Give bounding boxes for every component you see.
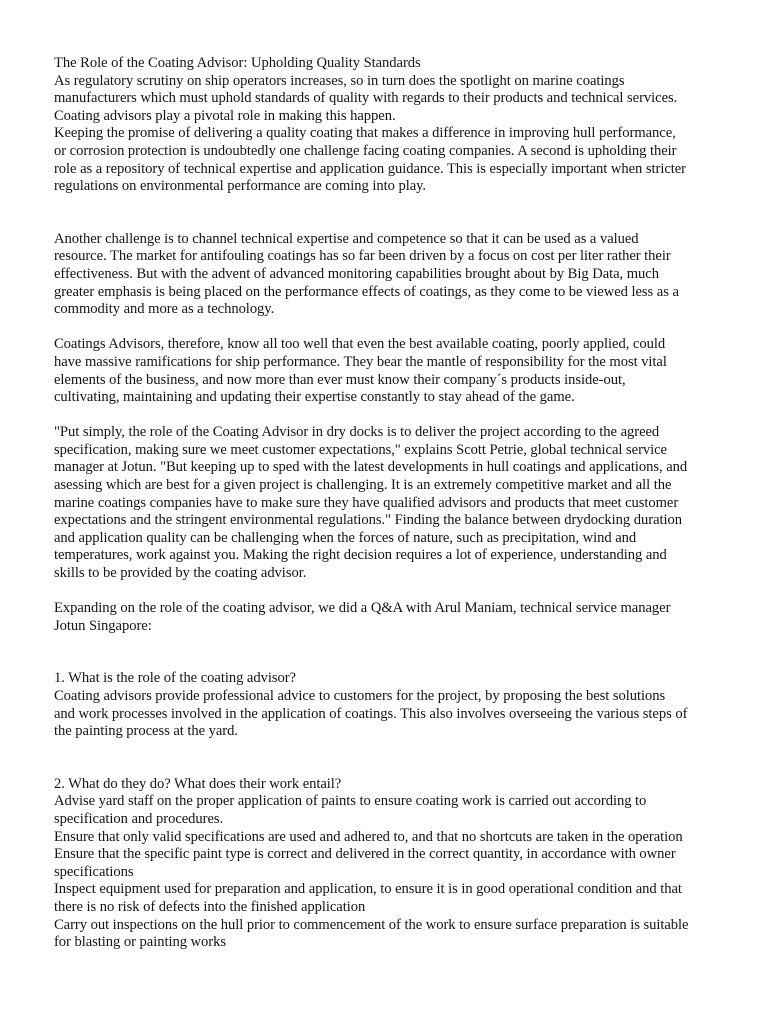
paragraph-line: greater emphasis is being placed on the performance effects of coatings, as they come to be viewed less as a xyxy=(54,283,679,300)
document-page xyxy=(54,55,744,952)
question-heading: 2. What do they do? What does their work entail? xyxy=(54,775,342,792)
paragraph-line: marine coatings companies have to make sure they have qualified advisors and products that meet customer xyxy=(54,494,679,511)
paragraph-line: "Put simply, the role of the Coating Advisor in dry docks is to deliver the project according to the agreed xyxy=(54,424,660,441)
answer-line: Carry out inspections on the hull prior to commencement of the work to ensure surface preparation is suitable xyxy=(54,916,689,933)
paragraph-line: temperatures, work against you. Making the right decision requires a lot of experience, understanding and xyxy=(54,547,667,564)
paragraph-line: commodity and more as a technology. xyxy=(54,301,275,318)
paragraph-line: have massive ramifications for ship performance. They bear the mantle of responsibility for the most vital xyxy=(54,353,667,370)
intro-line: or corrosion protection is undoubtedly one challenge facing coating companies. A second is upholding their xyxy=(54,142,677,159)
paragraph-qa-intro xyxy=(54,600,744,635)
paragraph-line: Coatings Advisors, therefore, know all too well that even the best available coating, poorly applied, could xyxy=(54,336,666,353)
spacer xyxy=(54,635,744,670)
answer-line: Ensure that only valid specifications are used and adhered to, and that no shortcuts are taken in the operation xyxy=(54,828,683,845)
intro-line: Coating advisors play a pivotal role in making this happen. xyxy=(54,107,396,124)
answer-line: and work processes involved in the application of coatings. This also involves overseeing the various steps of xyxy=(54,705,688,722)
answer-line: Ensure that the specific paint type is correct and delivered in the correct quantity, in accordance with owner xyxy=(54,846,676,863)
paragraph-challenge xyxy=(54,231,744,319)
paragraph-line: cultivating, maintaining and updating their expertise constantly to stay ahead of the game. xyxy=(54,389,575,406)
paragraph-line: manager at Jotun. "But keeping up to sped with the latest developments in hull coatings and applications, and xyxy=(54,459,688,476)
answer-line: Inspect equipment used for preparation and application, to ensure it is in good operational condition and that xyxy=(54,881,682,898)
answer-line: the painting process at the yard. xyxy=(54,723,238,740)
spacer xyxy=(54,196,744,231)
intro-line: Keeping the promise of delivering a quality coating that makes a difference in improving hull performance, xyxy=(54,125,676,142)
intro-line: As regulatory scrutiny on ship operators increases, so in turn does the spotlight on marine coatings xyxy=(54,72,625,89)
intro-line: manufacturers which must uphold standards of quality with regards to their products and technical services. xyxy=(54,90,678,107)
spacer xyxy=(54,741,744,776)
paragraph-line: asessing which are best for a given project is challenging. It is an extremely competitive market and all the xyxy=(54,477,672,494)
answer-line: Advise yard staff on the proper application of paints to ensure coating work is carried out according to xyxy=(54,793,647,810)
paragraph-quote xyxy=(54,424,744,582)
paragraph-line: Another challenge is to channel technical expertise and competence so that it can be used as a valued xyxy=(54,230,639,247)
answer-line: specification and procedures. xyxy=(54,810,224,827)
intro-line: regulations on environmental performance are coming into play. xyxy=(54,178,427,195)
paragraph-line: Expanding on the role of the coating advisor, we did a Q&A with Arul Maniam, technical service manager xyxy=(54,600,671,617)
answer-line: there is no risk of defects into the finished application xyxy=(54,898,366,915)
spacer xyxy=(54,407,744,425)
paragraph-line: skills to be provided by the coating advisor. xyxy=(54,565,307,582)
paragraph-line: specification, making sure we meet customer expectations," explains Scott Petrie, global technical service xyxy=(54,441,667,458)
paragraph-line: resource. The market for antifouling coatings has so far been driven by a focus on cost per liter rather their xyxy=(54,248,671,265)
paragraph-line: Jotun Singapore: xyxy=(54,617,152,634)
paragraph-line: expectations and the stringent environmental regulations." Finding the balance between drydocking duration xyxy=(54,512,683,529)
answer-line: specifications xyxy=(54,863,134,880)
intro-line: role as a repository of technical expertise and application guidance. This is especially important when stricter xyxy=(54,160,686,177)
qa-question-1 xyxy=(54,670,744,740)
spacer xyxy=(54,319,744,337)
paragraph-advisors xyxy=(54,336,744,406)
question-heading: 1. What is the role of the coating advisor? xyxy=(54,670,296,687)
document-title: The Role of the Coating Advisor: Upholding Quality Standards xyxy=(54,55,421,71)
paragraph-line: and application quality can be challenging when the forces of nature, such as precipitation, wind and xyxy=(54,529,637,546)
paragraph-line: effectiveness. But with the advent of advanced monitoring capabilities brought about by Big Data, much xyxy=(54,265,659,282)
answer-line: Coating advisors provide professional advice to customers for the project, by proposing the best solutions xyxy=(54,688,666,704)
answer-line: for blasting or painting works xyxy=(54,934,226,951)
qa-question-2 xyxy=(54,776,744,952)
document-title-block xyxy=(54,55,744,196)
paragraph-line: elements of the business, and now more than ever must know their company´s products inside-out, xyxy=(54,371,626,388)
spacer xyxy=(54,583,744,601)
